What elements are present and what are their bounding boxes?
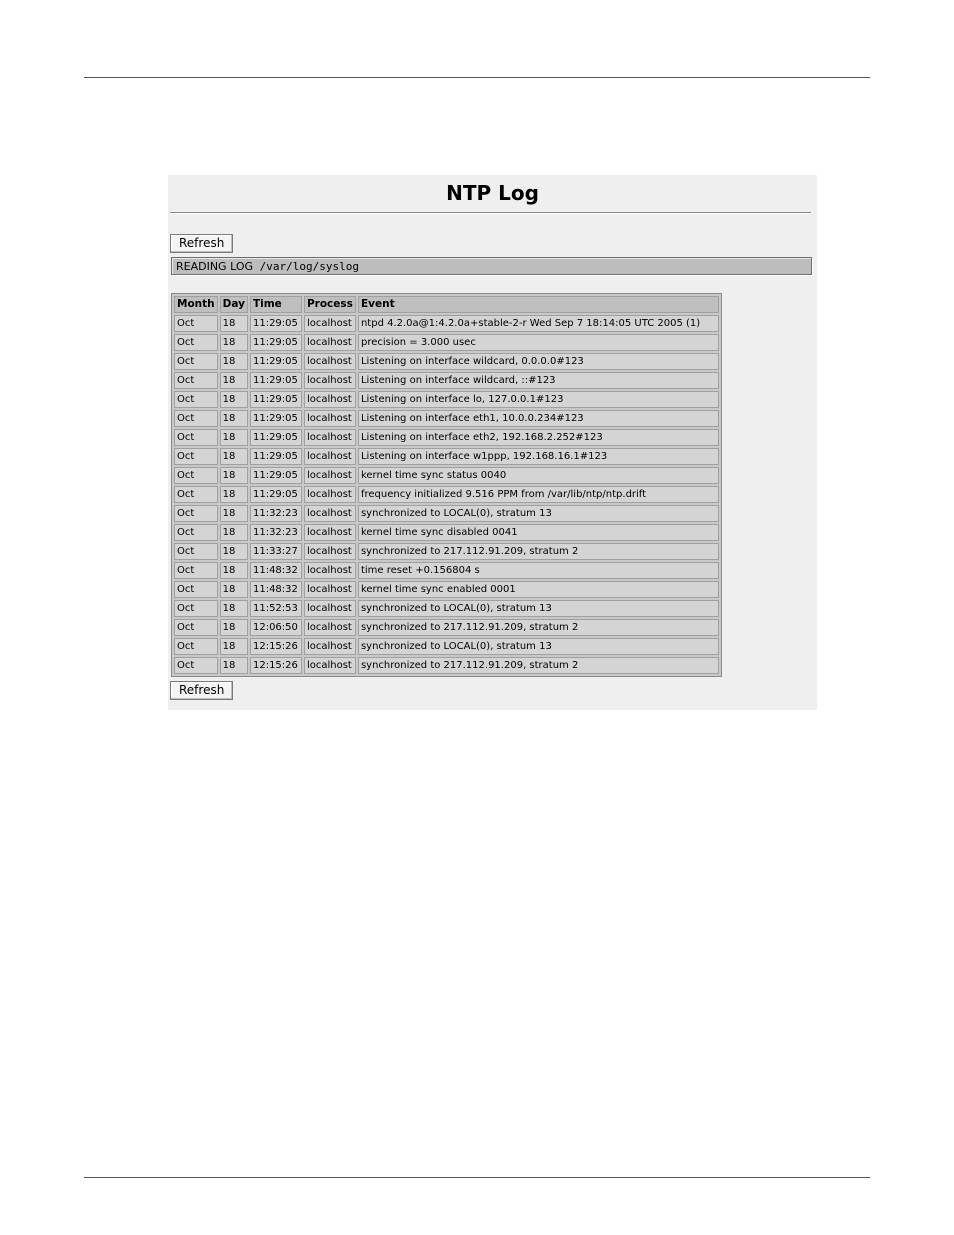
- ntp-log-table-body: [174, 315, 719, 674]
- table-row: [174, 505, 719, 522]
- cell-time: 11:29:05: [250, 429, 302, 446]
- cell-process: localhost: [304, 315, 356, 332]
- column-header-process: Process: [304, 296, 356, 313]
- cell-process: localhost: [304, 543, 356, 560]
- cell-month: Oct: [174, 315, 218, 332]
- cell-time: 11:33:27: [250, 543, 302, 560]
- cell-event: kernel time sync disabled 0041: [358, 524, 719, 541]
- ntp-log-panel: [168, 175, 817, 710]
- cell-time: 11:48:32: [250, 581, 302, 598]
- cell-process: localhost: [304, 410, 356, 427]
- cell-day: 18: [220, 543, 248, 560]
- cell-event: synchronized to LOCAL(0), stratum 13: [358, 638, 719, 655]
- cell-month: Oct: [174, 619, 218, 636]
- cell-process: localhost: [304, 600, 356, 617]
- refresh-button-top[interactable]: Refresh: [170, 234, 233, 253]
- ntp-log-table: [171, 293, 722, 677]
- cell-day: 18: [220, 410, 248, 427]
- table-row: [174, 562, 719, 579]
- cell-day: 18: [220, 467, 248, 484]
- cell-process: localhost: [304, 505, 356, 522]
- table-row: [174, 581, 719, 598]
- cell-time: 12:06:50: [250, 619, 302, 636]
- column-header-day: Day: [220, 296, 248, 313]
- cell-time: 12:15:26: [250, 657, 302, 674]
- cell-day: 18: [220, 372, 248, 389]
- table-row: [174, 315, 719, 332]
- cell-event: Listening on interface wildcard, ::#123: [358, 372, 719, 389]
- cell-month: Oct: [174, 486, 218, 503]
- cell-day: 18: [220, 429, 248, 446]
- cell-event: synchronized to LOCAL(0), stratum 13: [358, 505, 719, 522]
- cell-process: localhost: [304, 353, 356, 370]
- cell-month: Oct: [174, 448, 218, 465]
- cell-event: synchronized to 217.112.91.209, stratum 2: [358, 657, 719, 674]
- cell-day: 18: [220, 657, 248, 674]
- cell-time: 11:29:05: [250, 372, 302, 389]
- cell-process: localhost: [304, 391, 356, 408]
- column-header-time: Time: [250, 296, 302, 313]
- cell-month: Oct: [174, 562, 218, 579]
- cell-time: 12:15:26: [250, 638, 302, 655]
- cell-month: Oct: [174, 638, 218, 655]
- cell-month: Oct: [174, 353, 218, 370]
- cell-time: 11:29:05: [250, 467, 302, 484]
- column-header-month: Month: [174, 296, 218, 313]
- cell-day: 18: [220, 562, 248, 579]
- cell-event: kernel time sync enabled 0001: [358, 581, 719, 598]
- cell-month: Oct: [174, 391, 218, 408]
- cell-event: Listening on interface w1ppp, 192.168.16.1#123: [358, 448, 719, 465]
- cell-month: Oct: [174, 600, 218, 617]
- page-title: NTP Log: [446, 181, 539, 205]
- cell-event: Listening on interface eth2, 192.168.2.252#123: [358, 429, 719, 446]
- cell-time: 11:29:05: [250, 486, 302, 503]
- cell-day: 18: [220, 505, 248, 522]
- cell-event: time reset +0.156804 s: [358, 562, 719, 579]
- cell-day: 18: [220, 638, 248, 655]
- cell-process: localhost: [304, 334, 356, 351]
- table-row: [174, 429, 719, 446]
- cell-event: Listening on interface wildcard, 0.0.0.0#123: [358, 353, 719, 370]
- cell-month: Oct: [174, 505, 218, 522]
- cell-month: Oct: [174, 334, 218, 351]
- cell-time: 11:29:05: [250, 353, 302, 370]
- cell-time: 11:52:53: [250, 600, 302, 617]
- cell-time: 11:29:05: [250, 334, 302, 351]
- table-row: [174, 638, 719, 655]
- cell-month: Oct: [174, 524, 218, 541]
- cell-time: 11:29:05: [250, 410, 302, 427]
- cell-day: 18: [220, 600, 248, 617]
- cell-event: Listening on interface eth1, 10.0.0.234#123: [358, 410, 719, 427]
- table-row: [174, 372, 719, 389]
- cell-day: 18: [220, 581, 248, 598]
- cell-time: 11:29:05: [250, 448, 302, 465]
- page-bottom-rule: [84, 1177, 870, 1178]
- cell-process: localhost: [304, 486, 356, 503]
- table-row: [174, 391, 719, 408]
- cell-process: localhost: [304, 372, 356, 389]
- cell-time: 11:29:05: [250, 315, 302, 332]
- cell-day: 18: [220, 448, 248, 465]
- cell-day: 18: [220, 334, 248, 351]
- page-top-rule: [84, 77, 870, 78]
- cell-day: 18: [220, 524, 248, 541]
- table-row: [174, 334, 719, 351]
- reading-log-path: /var/log/syslog: [259, 260, 359, 273]
- cell-day: 18: [220, 315, 248, 332]
- cell-day: 18: [220, 353, 248, 370]
- cell-process: localhost: [304, 448, 356, 465]
- cell-time: 11:32:23: [250, 505, 302, 522]
- table-row: [174, 467, 719, 484]
- cell-event: synchronized to LOCAL(0), stratum 13: [358, 600, 719, 617]
- table-row: [174, 600, 719, 617]
- cell-process: localhost: [304, 638, 356, 655]
- column-header-event: Event: [358, 296, 719, 313]
- cell-event: kernel time sync status 0040: [358, 467, 719, 484]
- title-divider: [170, 212, 811, 214]
- cell-time: 11:48:32: [250, 562, 302, 579]
- cell-day: 18: [220, 619, 248, 636]
- cell-event: frequency initialized 9.516 PPM from /var/lib/ntp/ntp.drift: [358, 486, 719, 503]
- cell-event: Listening on interface lo, 127.0.0.1#123: [358, 391, 719, 408]
- table-row: [174, 543, 719, 560]
- reading-log-bar: [171, 257, 812, 275]
- table-row: [174, 619, 719, 636]
- table-row: [174, 657, 719, 674]
- cell-event: precision = 3.000 usec: [358, 334, 719, 351]
- cell-time: 11:29:05: [250, 391, 302, 408]
- table-header-row: [174, 296, 719, 313]
- cell-event: synchronized to 217.112.91.209, stratum 2: [358, 619, 719, 636]
- table-row: [174, 486, 719, 503]
- cell-month: Oct: [174, 410, 218, 427]
- cell-month: Oct: [174, 467, 218, 484]
- cell-month: Oct: [174, 429, 218, 446]
- table-row: [174, 410, 719, 427]
- cell-process: localhost: [304, 619, 356, 636]
- refresh-button-bottom[interactable]: Refresh: [170, 681, 233, 700]
- cell-month: Oct: [174, 657, 218, 674]
- cell-time: 11:32:23: [250, 524, 302, 541]
- cell-event: synchronized to 217.112.91.209, stratum 2: [358, 543, 719, 560]
- cell-process: localhost: [304, 524, 356, 541]
- cell-month: Oct: [174, 372, 218, 389]
- cell-process: localhost: [304, 562, 356, 579]
- cell-month: Oct: [174, 543, 218, 560]
- cell-process: localhost: [304, 467, 356, 484]
- cell-process: localhost: [304, 429, 356, 446]
- reading-log-label: READING LOG: [176, 260, 253, 273]
- cell-process: localhost: [304, 581, 356, 598]
- cell-event: ntpd 4.2.0a@1:4.2.0a+stable-2-r Wed Sep 7 18:14:05 UTC 2005 (1): [358, 315, 719, 332]
- table-row: [174, 448, 719, 465]
- cell-process: localhost: [304, 657, 356, 674]
- cell-day: 18: [220, 391, 248, 408]
- cell-month: Oct: [174, 581, 218, 598]
- table-row: [174, 353, 719, 370]
- cell-day: 18: [220, 486, 248, 503]
- table-row: [174, 524, 719, 541]
